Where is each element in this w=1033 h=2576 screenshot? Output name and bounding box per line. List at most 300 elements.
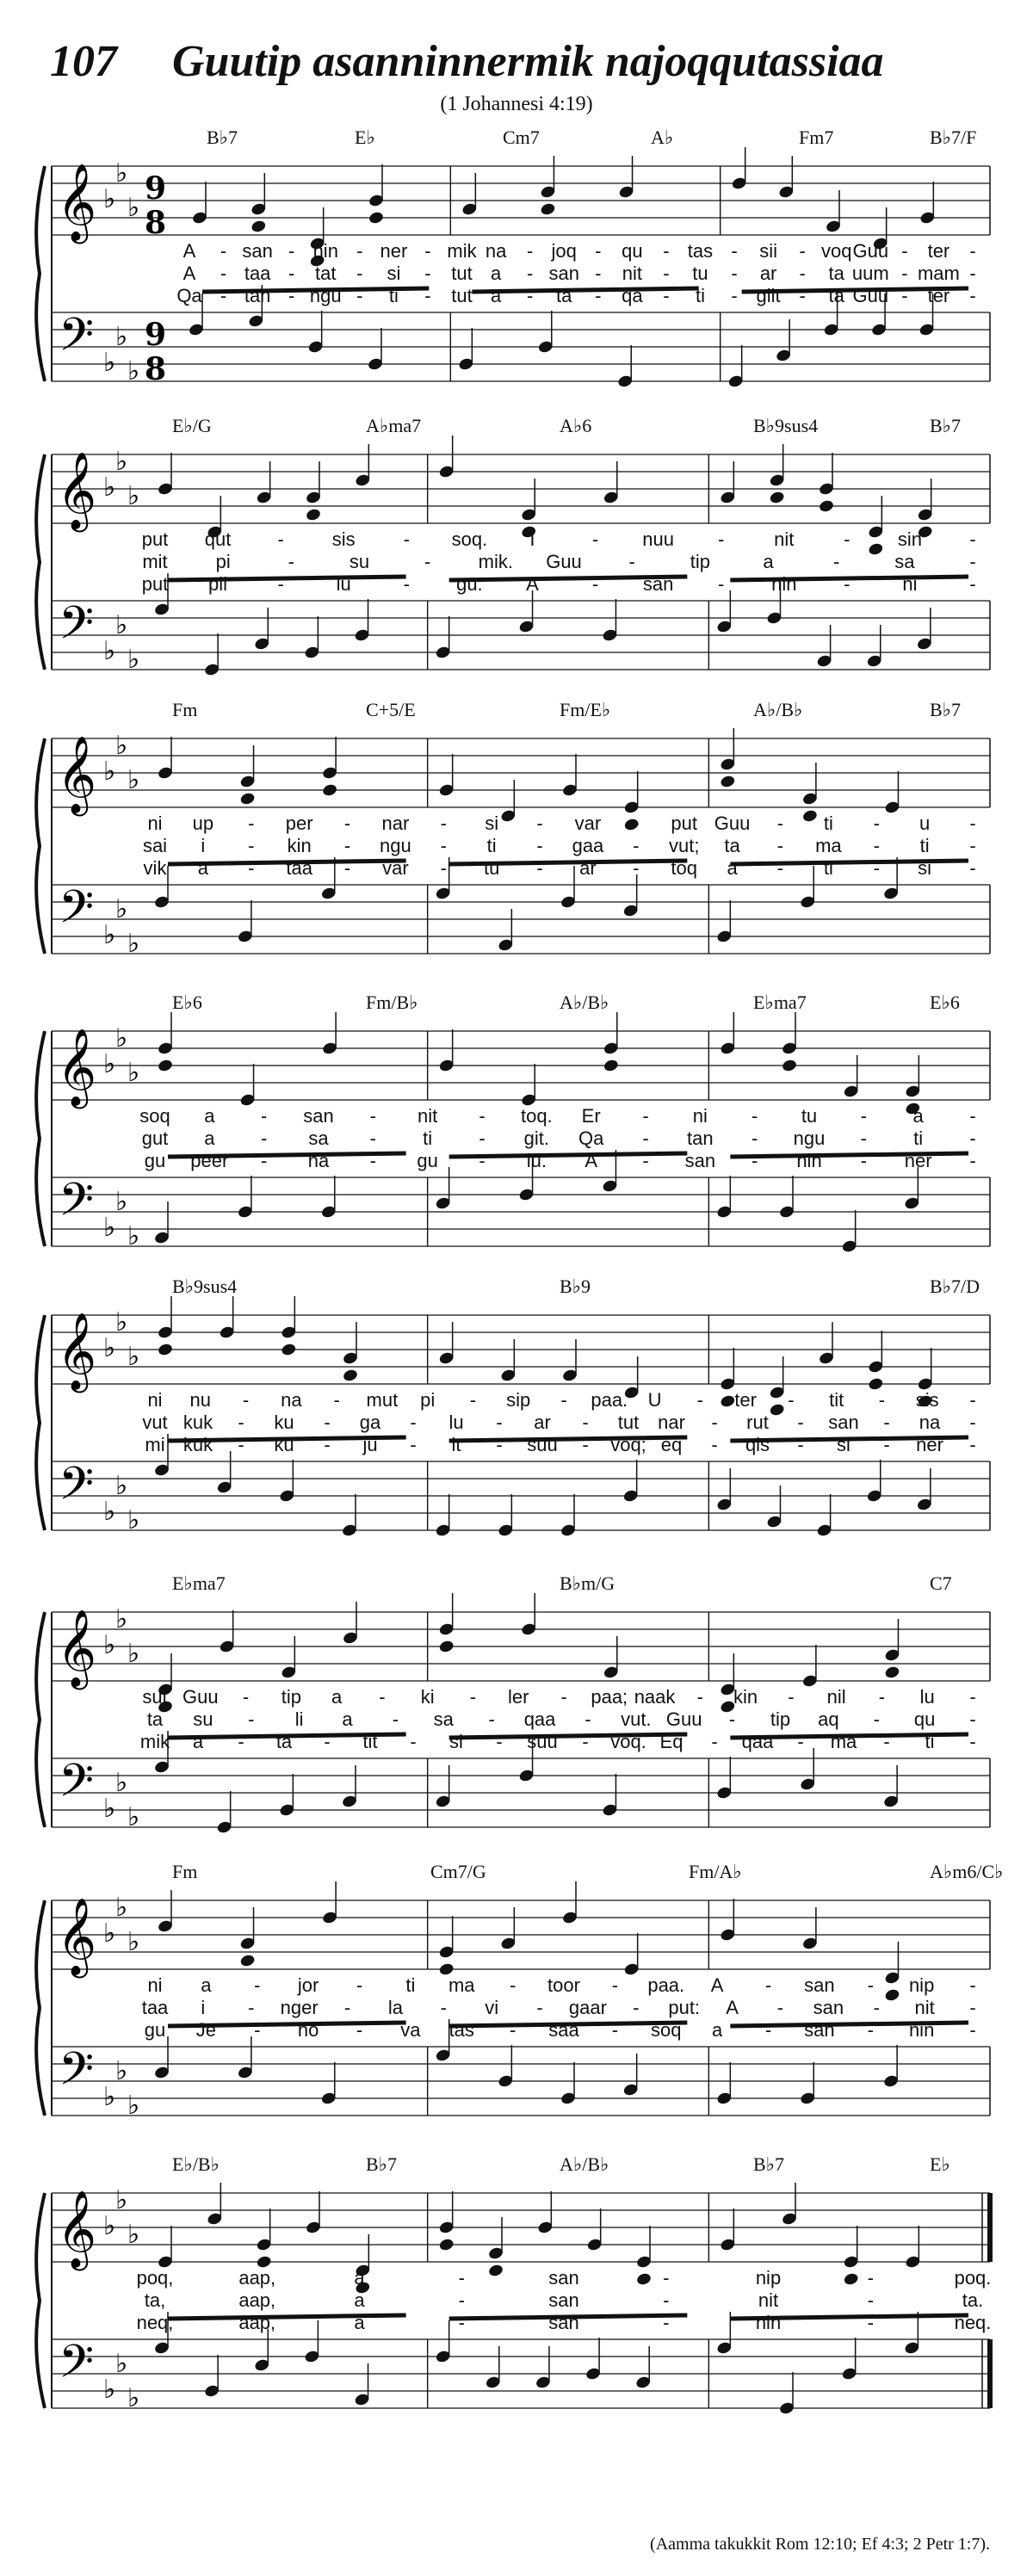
- flat-icon: ♭: [103, 920, 116, 950]
- lyric-syllable: ti: [919, 835, 930, 856]
- lyric-syllable: -: [585, 1708, 591, 1730]
- bass-clef-icon: 𝄢: [59, 1174, 95, 1238]
- lyric-syllable: si: [387, 263, 401, 284]
- lyric-syllable: nip: [755, 2267, 782, 2289]
- bass-clef-icon: 𝄢: [59, 2336, 95, 2400]
- hymn-title: Guutip asanninnermik najoqqutassiaa: [172, 37, 884, 86]
- lyric-syllable: pi: [420, 1389, 436, 1411]
- lyric-syllable: Guu: [182, 1686, 219, 1708]
- lyric-syllable: Guu: [665, 1708, 702, 1730]
- lyric-syllable: aap,: [238, 2267, 276, 2289]
- lyric-syllable: nin: [771, 573, 797, 595]
- lyric-syllable: A: [710, 1974, 724, 1996]
- flat-icon: ♭: [103, 1497, 116, 1527]
- lyric-syllable: it: [451, 1434, 461, 1455]
- flat-icon: ♭: [103, 757, 116, 787]
- lyric-syllable: vut.: [621, 1708, 652, 1730]
- lyric-syllable: ngu: [309, 285, 342, 306]
- flat-icon: ♭: [103, 1918, 116, 1949]
- lyric-syllable: -: [969, 551, 976, 572]
- lyric-syllable: san: [548, 2267, 579, 2289]
- lyric-syllable: -: [288, 263, 295, 284]
- lyric-syllable: -: [776, 835, 784, 856]
- lyric-syllable: toq: [671, 857, 697, 879]
- lyric-syllable: -: [591, 573, 599, 595]
- chord-symbol: B♭9sus4: [172, 1276, 238, 1297]
- lyric-syllable: -: [220, 263, 227, 284]
- lyric-syllable: git.: [523, 1127, 550, 1149]
- lyric-syllable: vik: [143, 857, 167, 879]
- chord-symbol: Fm/B♭: [366, 991, 418, 1013]
- lyric-syllable: suu: [527, 1434, 558, 1455]
- lyric-syllable: put: [671, 812, 697, 834]
- lyric-syllable: qu: [913, 1708, 936, 1730]
- lyric-syllable: ter: [734, 1389, 757, 1411]
- chord-symbol: E♭: [355, 127, 375, 148]
- flat-icon: ♭: [115, 2185, 128, 2215]
- lyric-syllable: mik: [447, 240, 477, 262]
- lyric-syllable: -: [458, 2267, 465, 2289]
- lyric-syllable: sis: [331, 528, 356, 550]
- treble-clef-icon: 𝄞: [57, 452, 97, 529]
- lyric-syllable: sa: [308, 1127, 329, 1149]
- lyric-syllable: -: [751, 1150, 758, 1171]
- flat-icon: ♭: [115, 1893, 128, 1923]
- lyric-syllable: -: [410, 1731, 417, 1752]
- lyric-syllable: -: [751, 1127, 758, 1149]
- lyric-syllable: a: [763, 551, 774, 572]
- chord-symbol: A♭m6/C♭: [930, 1861, 1004, 1882]
- lyric-syllable: -: [969, 240, 976, 262]
- lyric-syllable: -: [878, 1686, 886, 1708]
- chord-symbol: Fm7: [799, 127, 834, 148]
- lyric-syllable: si: [449, 1731, 463, 1752]
- lyric-syllable: soq: [651, 2019, 682, 2041]
- lyric-syllable: mik: [139, 1731, 170, 1752]
- lyric-syllable: -: [969, 1434, 976, 1455]
- lyric-syllable: -: [424, 285, 431, 306]
- flat-icon: ♭: [115, 1187, 128, 1217]
- lyric-syllable: -: [356, 263, 363, 284]
- lyric-syllable: -: [469, 1389, 477, 1411]
- lyric-syllable: a: [354, 2312, 365, 2333]
- lyric-syllable: -: [776, 857, 784, 879]
- lyric-syllable: va: [400, 2019, 421, 2041]
- lyric-syllable: -: [496, 1731, 503, 1752]
- bass-clef-icon: 𝄢: [59, 2043, 95, 2107]
- flat-icon: ♭: [103, 2211, 116, 2241]
- flat-icon: ♭: [115, 894, 128, 924]
- lyric-syllable: ni: [147, 1974, 163, 1996]
- lyric-syllable: -: [469, 1686, 477, 1708]
- flat-icon: ♭: [103, 1630, 116, 1660]
- lyric-syllable: -: [873, 857, 880, 879]
- lyric-syllable: -: [799, 240, 806, 262]
- lyric-syllable: tip: [281, 1686, 301, 1708]
- lyric-syllable: Eq: [659, 1731, 684, 1752]
- lyric-syllable: -: [254, 1974, 261, 1996]
- flat-icon: ♭: [103, 2375, 116, 2405]
- flat-icon: ♭: [115, 322, 128, 352]
- lyric-syllable: tut: [451, 263, 473, 284]
- lyric-syllable: ti: [388, 285, 399, 306]
- lyric-syllable: -: [440, 812, 447, 834]
- lyric-syllable: -: [582, 1434, 589, 1455]
- lyric-syllable: -: [776, 812, 784, 834]
- lyric-syllable: Er: [581, 1105, 601, 1127]
- chord-symbol: C+5/E: [366, 699, 416, 720]
- lyric-syllable: tas: [448, 2019, 474, 2041]
- lyric-syllable: -: [633, 812, 640, 834]
- lyric-syllable: san: [548, 2289, 579, 2311]
- lyric-syllable: pil: [208, 573, 228, 595]
- lyric-syllable: -: [867, 2289, 874, 2311]
- lyric-syllable: saa: [548, 2019, 579, 2041]
- lyric-syllable: -: [718, 573, 725, 595]
- chord-symbol: B♭7: [366, 2153, 398, 2175]
- lyric-syllable: -: [440, 835, 447, 856]
- chord-symbol: Fm: [172, 699, 198, 720]
- flat-icon: ♭: [127, 1802, 140, 1832]
- lyric-syllable: -: [343, 835, 351, 856]
- lyric-syllable: peer: [190, 1150, 229, 1171]
- lyric-syllable: -: [663, 2267, 670, 2289]
- lyric-syllable: -: [536, 812, 543, 834]
- lyric-syllable: ar: [759, 263, 777, 284]
- lyric-syllable: ho: [297, 2019, 319, 2041]
- lyric-syllable: sis: [915, 1389, 939, 1411]
- flat-icon: ♭: [127, 193, 140, 223]
- lyric-syllable: put: [141, 573, 169, 595]
- lyric-syllable: var: [382, 857, 409, 879]
- lyric-syllable: -: [591, 528, 599, 550]
- lyric-syllable: lu: [448, 1412, 464, 1433]
- lyric-syllable: gu.: [456, 573, 483, 595]
- lyric-syllable: -: [288, 285, 295, 306]
- lyric-syllable: mut: [366, 1389, 399, 1411]
- lyric-syllable: -: [260, 1127, 268, 1149]
- treble-clef-icon: 𝄞: [57, 2190, 97, 2268]
- lyric-syllable: ku: [274, 1412, 294, 1433]
- lyric-syllable: san: [242, 240, 273, 262]
- lyric-syllable: -: [969, 835, 976, 856]
- chord-symbol: B♭7/F: [930, 127, 977, 148]
- lyric-syllable: naak: [634, 1686, 676, 1708]
- lyric-syllable: -: [873, 812, 880, 834]
- lyric-syllable: -: [711, 1412, 718, 1433]
- treble-clef-icon: 𝄞: [57, 1898, 97, 1975]
- chord-symbol: E♭: [930, 2153, 950, 2175]
- lyric-syllable: -: [969, 1389, 976, 1411]
- lyric-syllable: sai: [142, 835, 168, 856]
- lyric-syllable: su: [349, 551, 370, 572]
- lyric-syllable: voq;: [610, 1434, 646, 1455]
- lyric-syllable: -: [582, 1412, 589, 1433]
- lyric-syllable: nuu: [642, 528, 674, 550]
- lyric-syllable: Je: [195, 2019, 216, 2041]
- flat-icon: ♭: [115, 2349, 128, 2379]
- flat-icon: ♭: [115, 1471, 128, 1501]
- lyric-syllable: -: [379, 1686, 386, 1708]
- lyric-syllable: A: [726, 1997, 739, 2018]
- lyric-syllable: -: [867, 2019, 874, 2041]
- lyric-syllable: -: [356, 2019, 363, 2041]
- lyric-syllable: -: [277, 528, 284, 550]
- chord-symbol: B♭9sus4: [753, 415, 819, 436]
- chord-symbol: A♭: [651, 127, 674, 148]
- lyric-syllable: ma: [830, 1731, 857, 1752]
- lyric-syllable: qaa: [523, 1708, 556, 1730]
- lyric-syllable: ta,: [144, 2289, 166, 2311]
- lyric-syllable: -: [969, 1974, 976, 1996]
- lyric-syllable: -: [254, 2019, 261, 2041]
- lyric-syllable: -: [560, 1389, 567, 1411]
- chord-symbol: B♭7: [930, 415, 962, 436]
- lyric-syllable: -: [844, 528, 851, 550]
- lyric-syllable: -: [369, 1105, 376, 1127]
- lyric-syllable: paa;: [591, 1686, 628, 1708]
- lyric-syllable: Qa: [176, 285, 202, 306]
- lyric-syllable: U: [647, 1389, 662, 1411]
- lyric-syllable: -: [901, 285, 908, 306]
- lyric-syllable: -: [333, 1389, 340, 1411]
- lyric-syllable: -: [969, 2019, 976, 2041]
- lyric-syllable: nin: [908, 2019, 935, 2041]
- lyric-syllable: nit: [914, 1997, 935, 2018]
- lyric-syllable: ta: [146, 1708, 164, 1730]
- chord-symbol: B♭m/G: [560, 1572, 615, 1594]
- lyric-syllable: -: [220, 240, 227, 262]
- treble-clef-icon: 𝄞: [57, 1313, 97, 1390]
- lyric-syllable: -: [560, 1686, 567, 1708]
- lyric-syllable: -: [424, 240, 431, 262]
- lyric-syllable: ku: [274, 1434, 294, 1455]
- lyric-syllable: -: [369, 1127, 376, 1149]
- flat-icon: ♭: [127, 645, 140, 675]
- lyric-syllable: nil: [826, 1686, 846, 1708]
- flat-icon: ♭: [103, 1049, 116, 1079]
- lyric-syllable: -: [969, 263, 976, 284]
- lyric-syllable: -: [288, 240, 295, 262]
- lyric-syllable: -: [424, 551, 431, 572]
- lyric-syllable: a: [204, 1105, 215, 1127]
- lyric-syllable: -: [663, 263, 670, 284]
- lyric-syllable: a: [712, 2019, 723, 2041]
- lyric-syllable: vi: [485, 1997, 499, 2018]
- lyric-syllable: -: [633, 1997, 640, 2018]
- flat-icon: ♭: [127, 929, 140, 959]
- lyric-syllable: sa: [433, 1708, 454, 1730]
- treble-clef-icon: 𝄞: [57, 1029, 97, 1106]
- lyric-syllable: aap,: [238, 2289, 276, 2311]
- lyric-syllable: vut: [142, 1412, 168, 1433]
- score-system: [0, 125, 1033, 409]
- lyric-syllable: a: [192, 1731, 204, 1752]
- score-system: [0, 413, 1033, 697]
- lyric-syllable: -: [440, 857, 447, 879]
- lyric-syllable: gu: [417, 1150, 438, 1171]
- lyric-syllable: nit: [418, 1105, 438, 1127]
- lyric-syllable: -: [595, 263, 602, 284]
- lyric-syllable: gaa: [572, 835, 604, 856]
- chord-symbol: A♭ma7: [366, 415, 422, 436]
- lyric-syllable: -: [860, 1105, 867, 1127]
- flat-icon: ♭: [103, 348, 116, 378]
- lyric-syllable: tat: [315, 263, 337, 284]
- chord-symbol: B♭7: [207, 127, 238, 148]
- lyric-syllable: qa: [622, 285, 643, 306]
- lyric-syllable: -: [873, 1708, 880, 1730]
- lyric-syllable: -: [458, 2312, 465, 2333]
- lyric-syllable: -: [799, 263, 806, 284]
- lyric-syllable: joq: [551, 240, 577, 262]
- lyric-syllable: A: [585, 1150, 597, 1171]
- lyric-syllable: -: [969, 285, 976, 306]
- lyric-syllable: kuk: [182, 1434, 213, 1455]
- lyric-syllable: -: [731, 263, 738, 284]
- lyric-syllable: -: [873, 1997, 880, 2018]
- lyric-syllable: -: [356, 1974, 363, 1996]
- lyric-syllable: -: [324, 1412, 331, 1433]
- lyric-syllable: -: [901, 240, 908, 262]
- lyric-syllable: ar: [579, 857, 597, 879]
- lyric-syllable: -: [633, 857, 640, 879]
- lyric-syllable: -: [392, 1708, 399, 1730]
- lyric-syllable: nit: [758, 2289, 779, 2311]
- lyric-syllable: -: [711, 1731, 718, 1752]
- lyric-syllable: gut: [141, 1127, 169, 1149]
- lyric-syllable: tas: [687, 240, 714, 262]
- lyric-syllable: -: [410, 1434, 417, 1455]
- lyric-syllable: a: [490, 285, 502, 306]
- lyric-syllable: sa: [894, 551, 915, 572]
- lyric-syllable: -: [764, 2019, 772, 2041]
- chord-symbol: C7: [930, 1572, 952, 1594]
- lyric-syllable: -: [343, 812, 351, 834]
- score-system: [0, 2152, 1033, 2436]
- lyric-syllable: -: [633, 835, 640, 856]
- lyric-syllable: -: [220, 285, 227, 306]
- lyric-syllable: -: [751, 1105, 758, 1127]
- chord-symbol: E♭ma7: [172, 1572, 226, 1594]
- flat-icon: ♭: [127, 2091, 140, 2121]
- lyric-syllable: -: [642, 1105, 649, 1127]
- lyric-syllable: sii: [759, 240, 777, 262]
- lyric-syllable: i: [201, 835, 206, 856]
- lyric-syllable: ta.: [962, 2289, 984, 2311]
- lyric-syllable: sut: [142, 1686, 168, 1708]
- lyric-syllable: -: [248, 1997, 255, 2018]
- lyric-syllable: lu: [336, 573, 351, 595]
- flat-icon: ♭: [127, 1927, 140, 1957]
- lyric-syllable: -: [788, 1389, 795, 1411]
- flat-icon: ♭: [103, 2082, 116, 2112]
- bass-clef-icon: 𝄢: [59, 881, 95, 945]
- bass-clef-icon: 𝄢: [59, 597, 95, 661]
- lyric-syllable: tu: [692, 263, 708, 284]
- lyric-syllable: -: [248, 857, 255, 879]
- lyric-syllable: vut;: [668, 835, 700, 856]
- score-system: [0, 697, 1033, 981]
- lyric-syllable: nar: [381, 812, 410, 834]
- lyric-syllable: na: [307, 1150, 330, 1171]
- score-system: [0, 990, 1033, 1274]
- lyric-syllable: eq: [660, 1434, 683, 1455]
- lyric-syllable: nit: [774, 528, 795, 550]
- lyric-syllable: a: [331, 1686, 343, 1708]
- lyric-syllable: voq.: [610, 1731, 646, 1752]
- bass-clef-icon: 𝄢: [59, 1755, 95, 1819]
- lyric-syllable: soq: [139, 1105, 170, 1127]
- lyric-syllable: ner: [904, 1150, 932, 1171]
- lyric-syllable: ni: [147, 1389, 163, 1411]
- lyric-syllable: up: [192, 812, 214, 834]
- lyric-syllable: ni: [902, 573, 918, 595]
- lyric-syllable: ar: [534, 1412, 551, 1433]
- lyric-syllable: -: [731, 285, 738, 306]
- lyric-syllable: kin: [733, 1686, 758, 1708]
- lyric-syllable: -: [488, 1708, 495, 1730]
- lyric-syllable: Guu: [546, 551, 582, 572]
- flat-icon: ♭: [115, 1768, 128, 1798]
- lyric-syllable: tan: [687, 1127, 714, 1149]
- lyric-syllable: qaa: [741, 1731, 774, 1752]
- flat-icon: ♭: [115, 610, 128, 640]
- chord-symbol: B♭7/D: [930, 1276, 980, 1297]
- lyric-syllable: pi: [215, 551, 231, 572]
- lyric-syllable: A: [182, 263, 196, 284]
- lyric-syllable: ti: [486, 835, 497, 856]
- lyric-syllable: -: [728, 1708, 736, 1730]
- lyric-syllable: -: [663, 240, 670, 262]
- treble-clef-icon: 𝄞: [57, 1609, 97, 1687]
- lyric-syllable: Qa: [578, 1127, 604, 1149]
- lyric-syllable: -: [238, 1434, 244, 1455]
- lyric-syllable: sip: [506, 1389, 531, 1411]
- bass-clef-icon: 𝄢: [59, 1458, 95, 1522]
- lyric-syllable: la: [387, 1997, 403, 2018]
- chord-symbol: Fm/A♭: [689, 1861, 742, 1882]
- lyric-syllable: sin: [897, 528, 922, 550]
- lyric-syllable: qis: [745, 1434, 770, 1455]
- lyric-syllable: -: [969, 573, 976, 595]
- lyric-syllable: -: [410, 1412, 417, 1433]
- lyric-syllable: a: [912, 1105, 924, 1127]
- lyric-syllable: ti: [823, 857, 833, 879]
- lyric-syllable: nin: [755, 2312, 782, 2333]
- lyric-syllable: ngu: [793, 1127, 826, 1149]
- lyric-syllable: ti: [405, 1974, 416, 1996]
- lyric-syllable: -: [238, 1731, 244, 1752]
- flat-icon: ♭: [115, 2056, 128, 2086]
- lyric-syllable: -: [867, 2312, 874, 2333]
- chord-symbol: E♭/G: [172, 415, 212, 436]
- lyric-syllable: a: [354, 2289, 365, 2311]
- lyric-syllable: -: [526, 240, 534, 262]
- lyric-syllable: put:: [668, 1997, 701, 2018]
- lyric-syllable: si: [918, 857, 932, 879]
- lyric-syllable: ti: [423, 1127, 433, 1149]
- lyric-syllable: ta: [724, 835, 740, 856]
- lyric-syllable: -: [403, 573, 410, 595]
- lyric-syllable: nip: [908, 1974, 935, 1996]
- lyric-syllable: mi: [145, 1434, 165, 1455]
- chord-symbol: B♭7: [930, 699, 962, 720]
- lyric-syllable: nin: [312, 240, 338, 262]
- lyric-syllable: -: [288, 551, 294, 572]
- lyric-syllable: ma: [448, 1974, 475, 1996]
- lyric-syllable: paa.: [647, 1974, 685, 1996]
